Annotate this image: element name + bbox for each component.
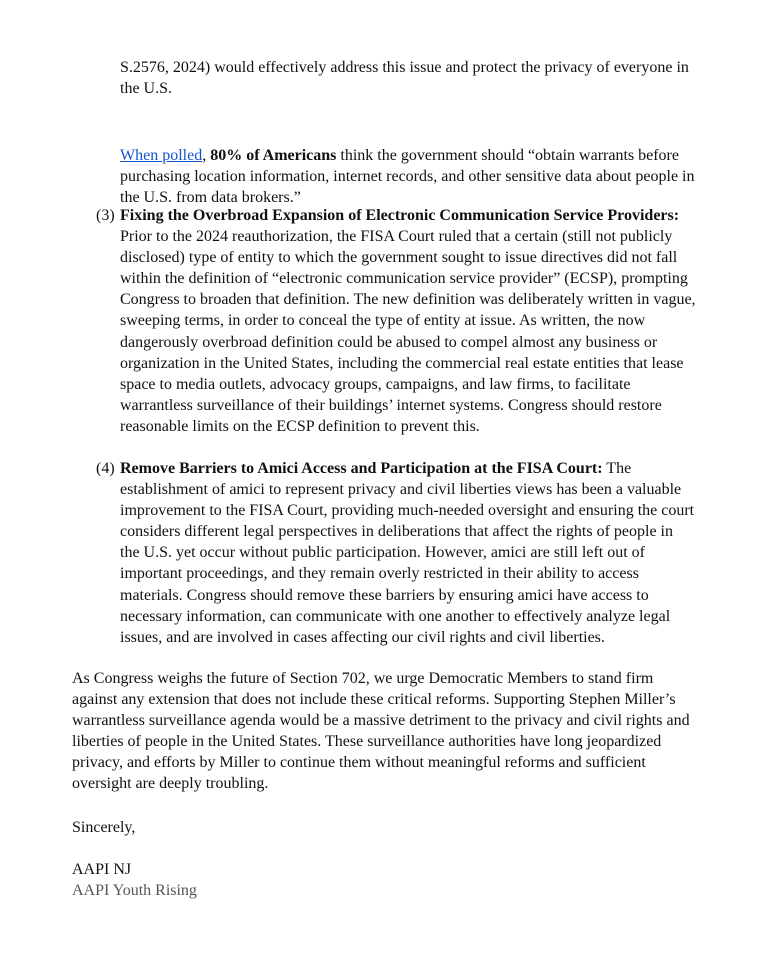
heading-text: Fixing the Overbroad Expansion of Electronic Communication Service Providers: (120, 207, 680, 224)
text: think the government should “obtain warrants before (336, 147, 679, 164)
list-item-heading (120, 458, 694, 479)
text-line: the U.S. from data brokers.” (120, 189, 301, 207)
text: The (602, 460, 632, 477)
text-line: the U.S. (120, 80, 172, 98)
text-line: materials. Congress should remove these barriers by ensuring amici have access to (120, 586, 649, 604)
text-line: disclosed) type of entity to which the government sought to issue directives did not fall (120, 249, 678, 267)
text: , (202, 147, 207, 164)
text-line: issues, and are involved in cases affecting our civil rights and civil liberties. (120, 628, 605, 646)
signoff: Sincerely, (72, 819, 136, 836)
text-line: improvement to the FISA Court, providing much-needed oversight and ensuring the court (120, 502, 695, 520)
text-line: S.2576, 2024) would effectively address this issue and protect the privacy of everyone in (120, 59, 689, 76)
list-item-4 (96, 458, 695, 648)
text-line: warrantless surveillance of their buildings’ internet systems. Congress should restore (120, 396, 662, 414)
text-line: As Congress weighs the future of Section 702, we urge Democratic Members to stand firm (72, 670, 654, 687)
text-line: the U.S. yet occur without public participation. However, amici are still left out of (120, 544, 645, 562)
text-line: liberties of people in the United States. These surveillance authorities have long jeopardized (72, 733, 662, 751)
text-line: dangerously overbroad definition could be abused to compel almost any business or (120, 333, 658, 351)
text-line: necessary information, can communicate with one another to effectively analyze legal (120, 607, 671, 625)
text-line: sweeping terms, in order to conceal the type of entity at issue. As written, the now (120, 312, 646, 330)
heading-text: Remove Barriers to Amici Access and Participation at the FISA Court: (120, 460, 603, 477)
signatory: AAPI NJ (72, 861, 132, 878)
text-line: Prior to the 2024 reauthorization, the FISA Court ruled that a certain (still not publicly (120, 228, 673, 246)
signatories (72, 859, 197, 901)
text-line: against any extension that does not include these critical reforms. Supporting Stephen Miller’s (72, 691, 676, 709)
when-polled-link[interactable]: When polled (120, 147, 203, 164)
closing-paragraph (72, 668, 690, 795)
poll-paragraph (120, 145, 695, 208)
text-line: establishment of amici to represent privacy and civil liberties views has been a valuable (120, 481, 682, 499)
text-line: organization in the United States, including the commercial real estate entities that lease (120, 354, 684, 372)
text-line: space to media outlets, advocacy groups, campaigns, and law firms, to facilitate (120, 375, 631, 393)
text-line: Congress to broaden that definition. The new definition was deliberately written in vague, (120, 291, 696, 309)
text-line: considers different legal perspectives in deliberations that affect the rights of people in (120, 523, 673, 541)
list-number: (4) (96, 460, 115, 477)
list-item-3 (96, 205, 696, 437)
list-number: (3) (96, 207, 115, 224)
privacy-paragraph-end (120, 57, 689, 99)
signatory: AAPI Youth Rising (72, 882, 197, 900)
text-line: purchasing location information, internet records, and other sensitive data about people in (120, 168, 695, 186)
bold-stat: 80% of Americans (210, 147, 337, 164)
text-line: important proceedings, and they remain overly restricted in their ability to access (120, 565, 639, 583)
text-line (120, 145, 695, 166)
text-line: reasonable limits on the ECSP definition to prevent this. (120, 417, 480, 435)
text-line: warrantless surveillance agenda would be a massive detriment to the privacy and civil rights and (72, 712, 690, 730)
text-line: within the definition of “electronic communication service provider” (ECSP), prompting (120, 270, 688, 288)
text-line: oversight are deeply troubling. (72, 775, 269, 793)
text-line: privacy, and efforts by Miller to continue them without meaningful reforms and sufficient (72, 754, 646, 772)
list-item-heading (120, 205, 696, 226)
